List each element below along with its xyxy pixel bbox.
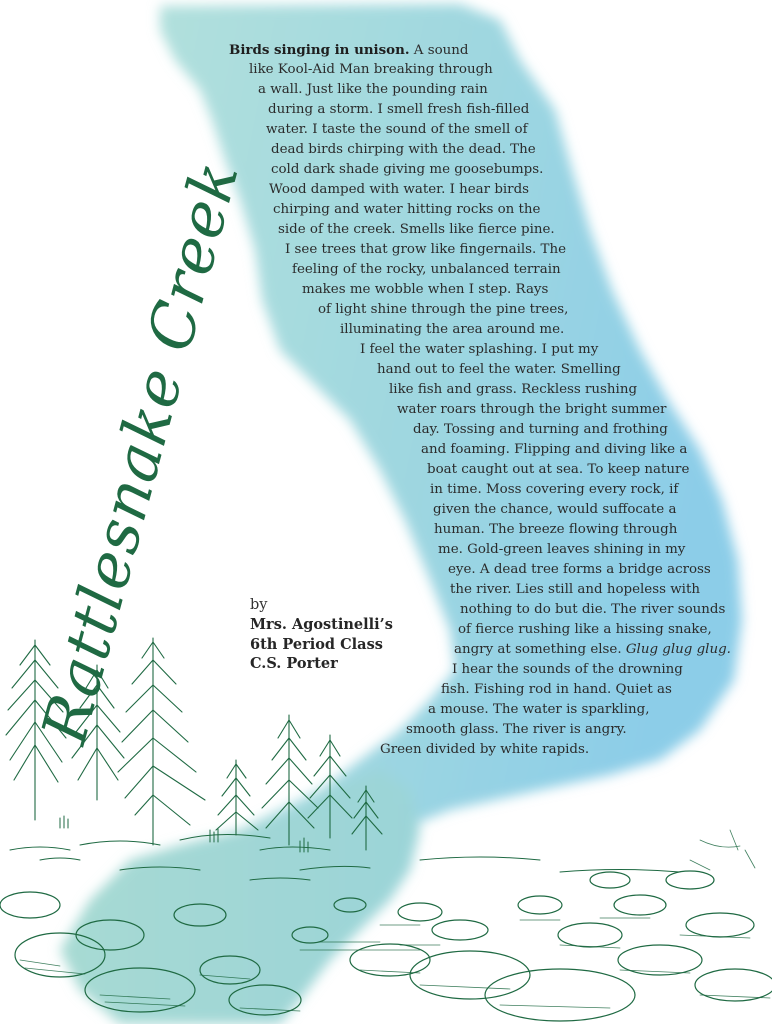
poem-line: eye. A dead tree forms a bridge across <box>448 562 711 577</box>
poem-line: a wall. Just like the pounding rain <box>258 82 488 97</box>
poem-line: feeling of the rocky, unbalanced terrain <box>292 262 561 277</box>
poem-line: Green divided by white rapids. <box>380 742 590 757</box>
byline-class: 6th Period Class <box>250 635 383 653</box>
byline <box>250 596 393 674</box>
poem-line: a mouse. The water is sparkling, <box>428 702 650 717</box>
poem-line: and foaming. Flipping and diving like a <box>421 442 688 457</box>
poem-line: water roars through the bright summer <box>397 402 667 417</box>
poem-italic-phrase: Glug glug glug. <box>625 642 731 657</box>
poem-line: given the chance, would suffocate a <box>433 502 677 517</box>
poem-line: smooth glass. The river is angry. <box>406 722 627 737</box>
poem-line: like fish and grass. Reckless rushing <box>389 382 638 397</box>
page-title: Rattlesnake Creek <box>27 152 253 751</box>
poem-line: side of the creek. Smells like fierce pine. <box>278 222 555 237</box>
poem-line: angry at something else. Glug glug glug. <box>454 642 731 657</box>
poem-line: hand out to feel the water. Smelling <box>377 362 621 377</box>
poem-line: in time. Moss covering every rock, if <box>430 482 679 497</box>
poem-line: chirping and water hitting rocks on the <box>273 202 541 217</box>
poem-line: during a storm. I smell fresh fish-filled <box>268 102 530 117</box>
poem-line: I hear the sounds of the drowning <box>452 662 683 677</box>
poem-line: illuminating the area around me. <box>340 322 565 337</box>
poem-line: like Kool-Aid Man breaking through <box>249 62 493 77</box>
poem-line: of light shine through the pine trees, <box>318 302 569 317</box>
byline-teacher: Mrs. Agostinelli’s <box>250 616 393 633</box>
byline-school: C.S. Porter <box>250 655 338 672</box>
poem-line: cold dark shade giving me goosebumps. <box>271 162 544 177</box>
poem-line: fish. Fishing rod in hand. Quiet as <box>441 682 672 697</box>
poem-line: water. I taste the sound of the smell of <box>266 122 528 137</box>
poem-line: day. Tossing and turning and frothing <box>413 422 668 437</box>
poem-line: I feel the water splashing. I put my <box>360 342 599 357</box>
byline-by: by <box>250 597 268 613</box>
poem-line: Birds singing in unison. A sound <box>229 42 469 58</box>
poem-line: boat caught out at sea. To keep nature <box>427 462 690 477</box>
poem-line: of fierce rushing like a hissing snake, <box>458 622 712 637</box>
poem-lead-bold: Birds singing in unison. <box>229 42 410 58</box>
poem-line: makes me wobble when I step. Rays <box>302 282 549 297</box>
poem-line: human. The breeze flowing through <box>434 522 678 537</box>
poem-line: the river. Lies still and hopeless with <box>450 582 700 597</box>
poem-line: dead birds chirping with the dead. The <box>271 142 536 157</box>
poem-line: nothing to do but die. The river sounds <box>460 602 726 617</box>
poem-line: me. Gold-green leaves shining in my <box>438 542 686 557</box>
poem-line: Wood damped with water. I hear birds <box>269 182 530 197</box>
poem-line: I see trees that grow like fingernails. The <box>285 242 567 257</box>
